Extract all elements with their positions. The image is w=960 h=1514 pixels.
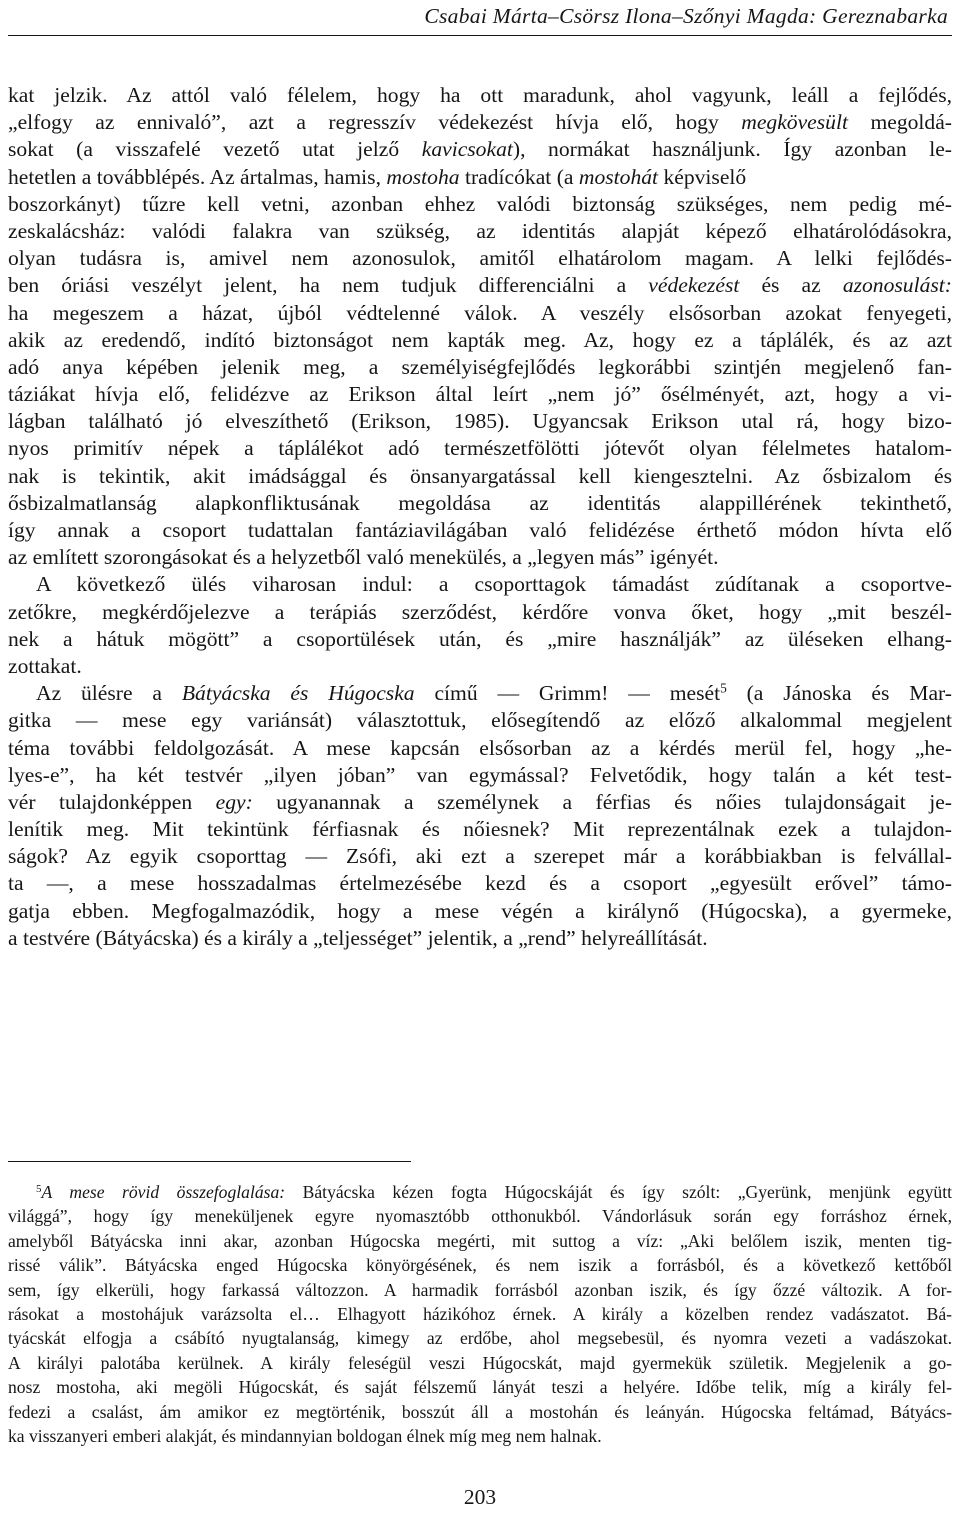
text-run: boszorkányt) tűzre kell vetni, azonban ehhez valódi biztonság szükséges, nem pedig mé- xyxy=(8,191,952,216)
text-run: táziákat hívja elő, felidézve az Erikson által leírt „nem jó” ősélményét, azt, hogy a vi- xyxy=(8,382,952,407)
text-run: Az ülésre a xyxy=(36,681,182,706)
text-run: nak is tekintik, akit imádsággal és önsanyargatással kell kiengesztelni. Az ősbizalom és xyxy=(8,463,952,488)
text-line xyxy=(8,381,952,408)
text-line xyxy=(8,354,952,381)
text-run: képviselő xyxy=(658,164,747,189)
main-text xyxy=(8,82,952,952)
page-number: 203 xyxy=(463,1485,497,1509)
text-run: nyos primitív népek a táplálékot adó természetfölötti jótevőt olyan félelmetes hatalom- xyxy=(8,436,952,461)
text-run: világgá”, hogy így meneküljenek egyre nyomasztóbb otthonukból. Vándorlásuk során egy forráshoz érnek, xyxy=(8,1206,952,1227)
text-line xyxy=(8,1302,952,1326)
footnote xyxy=(8,1180,952,1448)
italic-text: Bátyácska és Húgocska xyxy=(181,681,415,706)
running-header: Csabai Márta–Csörsz Ilona–Szőnyi Magda: Gereznabarka xyxy=(424,4,948,28)
text-line xyxy=(8,599,952,626)
italic-text: mostohát xyxy=(578,164,659,189)
text-line xyxy=(8,164,952,191)
text-line xyxy=(8,789,952,816)
text-run: téma további feldolgozását. A mese kapcsán elsősorban az a kérdés merül fel, hogy „he- xyxy=(8,735,952,760)
text-run: ben óriási veszélyt jelent, ha nem tudjuk differenciálni a xyxy=(8,273,649,298)
text-line xyxy=(8,925,952,952)
italic-text: azonosulást: xyxy=(842,273,952,298)
text-line xyxy=(8,1204,952,1228)
italic-text: megkövesült xyxy=(741,110,848,135)
text-line xyxy=(8,762,952,789)
text-run: sokat (a visszafelé vezető utat jelző xyxy=(8,137,422,162)
text-run: akik az eredendő, indító biztonságot nem kapták meg. Az, hogy ez a táplálék, és az azt xyxy=(8,327,952,352)
text-run: ), normákat használjunk. Így azonban le- xyxy=(512,137,952,162)
text-line xyxy=(8,816,952,843)
text-run: fedezi a csalást, ám amikor ez megtörténik, bosszút áll a mostohán és leányán. Húgocska feltámad, Bátyács- xyxy=(8,1401,952,1422)
italic-text: mostoha xyxy=(386,164,460,189)
text-run: ka visszanyeri emberi alakját, és mindannyian boldogan élnek míg meg nem halnak. xyxy=(8,1425,602,1446)
text-line xyxy=(8,898,952,925)
text-run: ugyanannak a személynek a férfias és nőies tulajdonságait je- xyxy=(252,789,952,814)
text-line xyxy=(8,517,952,544)
text-line xyxy=(8,136,952,163)
text-run: zottakat. xyxy=(8,653,82,678)
text-line xyxy=(8,1253,952,1277)
text-run: hetetlen a továbblépés. Az ártalmas, hamis, xyxy=(8,164,387,189)
text-run: gitka — mese egy variánsát) választottuk, elősegítendő az előző alkalommal megjelent xyxy=(8,708,952,733)
text-run: lenítik meg. Mit tekintünk férfiasnak és nőiesnek? Mit reprezentálnak ezek a tulajdon- xyxy=(8,817,952,842)
text-line xyxy=(8,109,952,136)
text-run: tyácskát elfogja a csábító nyugtalanság, kimegy az erdőbe, ahol megsebesül, és nyomra vezeti a vadászokat. xyxy=(8,1328,952,1349)
text-line xyxy=(8,571,952,598)
text-run: rásokat a mostohájuk varázsolta el… Elhagyott házikóhoz érnek. A király a közelben rendez vadászatot. Bá- xyxy=(8,1303,952,1324)
text-line xyxy=(8,218,952,245)
text-line xyxy=(8,1400,952,1424)
text-run: lyes-e”, ha két testvér „ilyen jóban” van egymással? Felvetődik, hogy talán a két test- xyxy=(8,762,952,787)
text-line xyxy=(8,1229,952,1253)
text-run: ha megeszem a házat, újból védtelenné válok. A veszély elsősorban azokat fenyegeti, xyxy=(8,300,952,325)
text-run: sem, így elkerüli, hogy farkassá változzon. A harmadik forrásból azonban iszik, és így őzzé változik. A for- xyxy=(8,1279,952,1300)
text-line xyxy=(8,82,952,109)
text-run: megoldá- xyxy=(847,110,952,135)
text-run: (a Jánoska és Mar- xyxy=(726,681,952,706)
text-run: amelyből Bátyácska inni akar, azonban Húgocska megérti, mit suttog a víz: „Aki belőlem iszik, menten tig- xyxy=(8,1230,952,1251)
text-line xyxy=(8,1180,952,1204)
text-run: ságok? Az egyik csoporttag — Zsófi, aki ezt a szerepet már a korábbiakban is felvállal- xyxy=(8,844,952,869)
text-line xyxy=(8,680,952,707)
italic-text: kavicsokat xyxy=(421,137,513,162)
text-run: „elfogy az ennivaló”, azt a regresszív védekezést hívja elő, hogy xyxy=(8,110,742,135)
italic-text: egy: xyxy=(215,789,253,814)
text-run: A következő ülés viharosan indul: a csoporttagok támadást zúdítanak a csoportve- xyxy=(36,572,952,597)
text-run: gatja ebben. Megfogalmazódik, hogy a mese végén a királynő (Húgocska), a gyermeke, xyxy=(8,898,952,923)
text-run: A királyi palotába kerülnek. A király feleségül veszi Húgocskát, majd gyermekük születik. Megjelenik a go- xyxy=(8,1352,952,1373)
italic-text: védekezést xyxy=(648,273,740,298)
text-run: nosz mostoha, aki megöli Húgocskát, és saját félszemű lányát teszi a helyére. Időbe telik, míg a király fel- xyxy=(8,1377,952,1398)
text-line xyxy=(8,707,952,734)
text-run: című — Grimm! — mesét xyxy=(414,681,721,706)
text-line xyxy=(8,653,952,680)
text-run: lágban található jó elveszíthető (Erikson, 1985). Ugyancsak Erikson utal rá, hogy bizo- xyxy=(8,409,952,434)
text-line xyxy=(8,1424,952,1448)
text-run: vér tulajdonképpen xyxy=(8,789,216,814)
text-run: és az xyxy=(739,273,843,298)
text-line xyxy=(8,1278,952,1302)
text-line xyxy=(8,245,952,272)
text-run: ta —, a mese hosszadalmas értelmezésébe kezd és a csoport „egyesült erővel” támo- xyxy=(8,871,952,896)
text-run: Bátyácska kézen fogta Húgocskáját és így szólt: „Gyerünk, menjünk együtt xyxy=(285,1182,952,1202)
text-run: zeskalácsház: valódi falakra van szükség, az identitás alapját képező elhatárolódásokra, xyxy=(8,218,952,243)
text-line xyxy=(8,191,952,218)
text-line xyxy=(8,463,952,490)
text-run: az említett szorongásokat és a helyzetből való menekülés, a „legyen más” igényét. xyxy=(8,545,719,570)
text-line xyxy=(8,435,952,462)
text-run: adó anya képében jelenik meg, a személyiségfejlődés legkorábbi szintjén megjelenő fan- xyxy=(8,354,952,379)
header-divider xyxy=(8,35,952,36)
footnote-marker: 5 xyxy=(36,1183,42,1195)
text-run: nek a hátuk mögött” a csoportülések után, és „mire használják” az üléseken elhang- xyxy=(8,626,952,651)
text-run: rissé válik”. Bátyácska enged Húgocska könyörgésének, és nem iszik a forrásból, és a következő kettőből xyxy=(8,1255,952,1276)
text-line xyxy=(8,300,952,327)
text-line xyxy=(8,870,952,897)
text-line xyxy=(8,735,952,762)
text-run: zetőkre, megkérdőjelezve a terápiás szerződést, kérdőre vonva őket, hogy „mit beszél- xyxy=(8,599,952,624)
text-line xyxy=(8,626,952,653)
text-run: ősbizalmatlanság alapkonfliktusának megoldása az identitás alappillérének tekinthető, xyxy=(8,490,952,515)
text-line xyxy=(8,1326,952,1350)
footnote-marker: 5 xyxy=(720,680,727,696)
text-line xyxy=(8,490,952,517)
text-line xyxy=(8,1351,952,1375)
text-line xyxy=(8,1375,952,1399)
text-line xyxy=(8,544,952,571)
text-run: a testvére (Bátyácska) és a király a „teljességet” jelentik, a „rend” helyreállítását. xyxy=(8,925,708,950)
footnote-divider xyxy=(8,1161,411,1162)
text-run: tradícókat (a xyxy=(459,164,579,189)
text-line xyxy=(8,272,952,299)
text-line xyxy=(8,843,952,870)
text-run: kat jelzik. Az attól való félelem, hogy ha ott maradunk, ahol vagyunk, leáll a fejlődés, xyxy=(8,83,952,107)
text-line xyxy=(8,327,952,354)
italic-text: A mese rövid összefoglalása: xyxy=(41,1182,286,1202)
text-line xyxy=(8,408,952,435)
text-run: olyan tudásra is, amivel nem azonosulok, amitől elhatárolom magam. A lelki fejlődés- xyxy=(8,246,952,271)
text-run: így annak a csoport tudattalan fantáziavilágában való felidézése érthető módon hívta elő xyxy=(8,518,952,542)
